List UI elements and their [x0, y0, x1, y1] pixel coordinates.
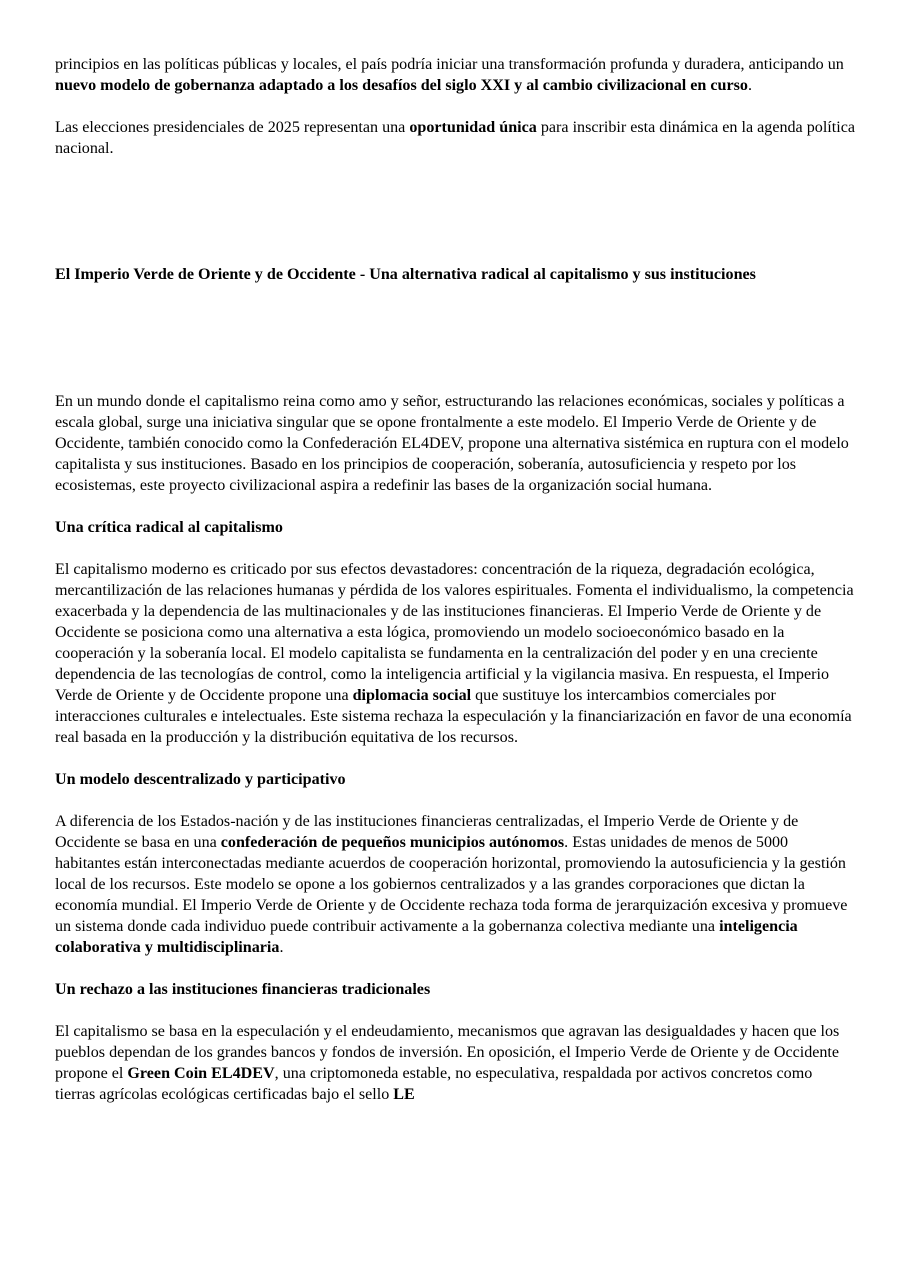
bold-run: confederación de pequeños municipios autónomos: [220, 834, 565, 851]
bold-run: diplomacia social: [352, 687, 472, 704]
paragraph-gap: [55, 96, 855, 117]
section-heading-rechazo: Un rechazo a las instituciones financieras tradicionales: [55, 981, 431, 998]
paragraph-gap: [55, 958, 855, 979]
body-paragraph-critica: [55, 559, 855, 748]
section-gap: [55, 159, 855, 243]
intro-paragraph-2: [55, 117, 855, 159]
section-gap: [55, 285, 855, 370]
body-paragraph-intro: En un mundo donde el capitalismo reina como amo y señor, estructurando las relaciones económicas, sociales y políticas a escala global, surge una iniciativa singular que se opone frontalmente a este modelo. El Imperio Verde de Oriente y de Occidente, también conocido como la Confederación EL4DEV, propone una alternativa sistémica en ruptura con el modelo capitalista y sus instituciones. Basado en los principios de cooperación, soberanía, autosuficiencia y respeto por los ecosistemas, este proyecto civilizacional aspira a redefinir las bases de la organización social humana.: [55, 393, 849, 494]
text-run: .: [747, 77, 752, 94]
paragraph-gap: [55, 790, 855, 811]
section-heading-modelo: Un modelo descentralizado y participativo: [55, 771, 346, 788]
text-run: El capitalismo se basa en la especulación y el endeudamiento, mecanismos que agravan las desigualdades y hacen que los pueblos dependan de los grandes bancos y fondos de inversión. En oposición, el Imperio Verde de Oriente y de Occidente propone el: [55, 1023, 840, 1082]
text-run: para inscribir esta dinámica en la agenda política nacional.: [55, 119, 855, 157]
paragraph-gap: [55, 243, 855, 264]
text-run: .: [279, 939, 284, 956]
body-paragraph-rechazo: [55, 1021, 855, 1105]
text-run: que sustituye los intercambios comerciales por interacciones culturales e intelectuales. Este sistema rechaza la especulación y la financiarización en favor de una economía real basada en la producción y la distribución equitativa de los recursos.: [55, 687, 852, 746]
paragraph-gap: [55, 1000, 855, 1021]
text-run: El capitalismo moderno es criticado por sus efectos devastadores: concentración de la riqueza, degradación ecológica, mercantilización de las relaciones humanas y pérdida de los valores espirituales. Fomenta el individualismo, la competencia exacerbada y la dependencia de las multinacionales y de las instituciones financieras. El Imperio Verde de Oriente y de Occidente se posiciona como una alternativa a esta lógica, promoviendo un modelo socioeconómico basado en la cooperación y la soberanía local. El modelo capitalista se fundamenta en la centralización del poder y en una creciente dependencia de las tecnologías de control, como la inteligencia artificial y la vigilancia masiva. En respuesta, el Imperio Verde de Oriente y de Occidente propone una: [55, 561, 854, 704]
document-title: El Imperio Verde de Oriente y de Occidente - Una alternativa radical al capitalismo y sus instituciones: [55, 266, 756, 283]
text-run: principios en las políticas públicas y locales, el país podría iniciar una transformación profunda y duradera, anticipando un: [55, 56, 844, 73]
paragraph-gap: [55, 496, 855, 517]
bold-run: oportunidad única: [409, 119, 537, 136]
text-run: , una criptomoneda estable, no especulativa, respaldada por activos concretos como tierras agrícolas ecológicas certificadas bajo el sello: [55, 1065, 813, 1103]
paragraph-gap: [55, 748, 855, 769]
bold-run: Green Coin EL4DEV: [127, 1065, 275, 1082]
text-run: Las elecciones presidenciales de 2025 representan una: [55, 119, 410, 136]
section-heading-critica: Una crítica radical al capitalismo: [55, 519, 283, 536]
bold-run: inteligencia colaborativa y multidisciplinaria: [55, 918, 798, 956]
text-run: A diferencia de los Estados-nación y de las instituciones financieras centralizadas, el Imperio Verde de Oriente y de Occidente se basa en una: [55, 813, 799, 851]
bold-run: nuevo modelo de gobernanza adaptado a los desafíos del siglo XXI y al cambio civilizacional en curso: [55, 77, 748, 94]
paragraph-gap: [55, 370, 855, 391]
body-paragraph-modelo: [55, 811, 855, 958]
paragraph-gap: [55, 538, 855, 559]
bold-run: LE: [393, 1086, 415, 1103]
intro-paragraph-1: [55, 54, 855, 96]
text-run: . Estas unidades de menos de 5000 habitantes están interconectadas mediante acuerdos de cooperación horizontal, promoviendo la autosuficiencia y la gestión local de los recursos. Este modelo se opone a los gobiernos centralizados y a las grandes corporaciones que dictan la economía mundial. El Imperio Verde de Oriente y de Occidente rechaza toda forma de jerarquización excesiva y promueve un sistema donde cada individuo puede contribuir activamente a la gobernanza colectiva mediante una: [55, 834, 848, 935]
document-page: [55, 54, 855, 1105]
